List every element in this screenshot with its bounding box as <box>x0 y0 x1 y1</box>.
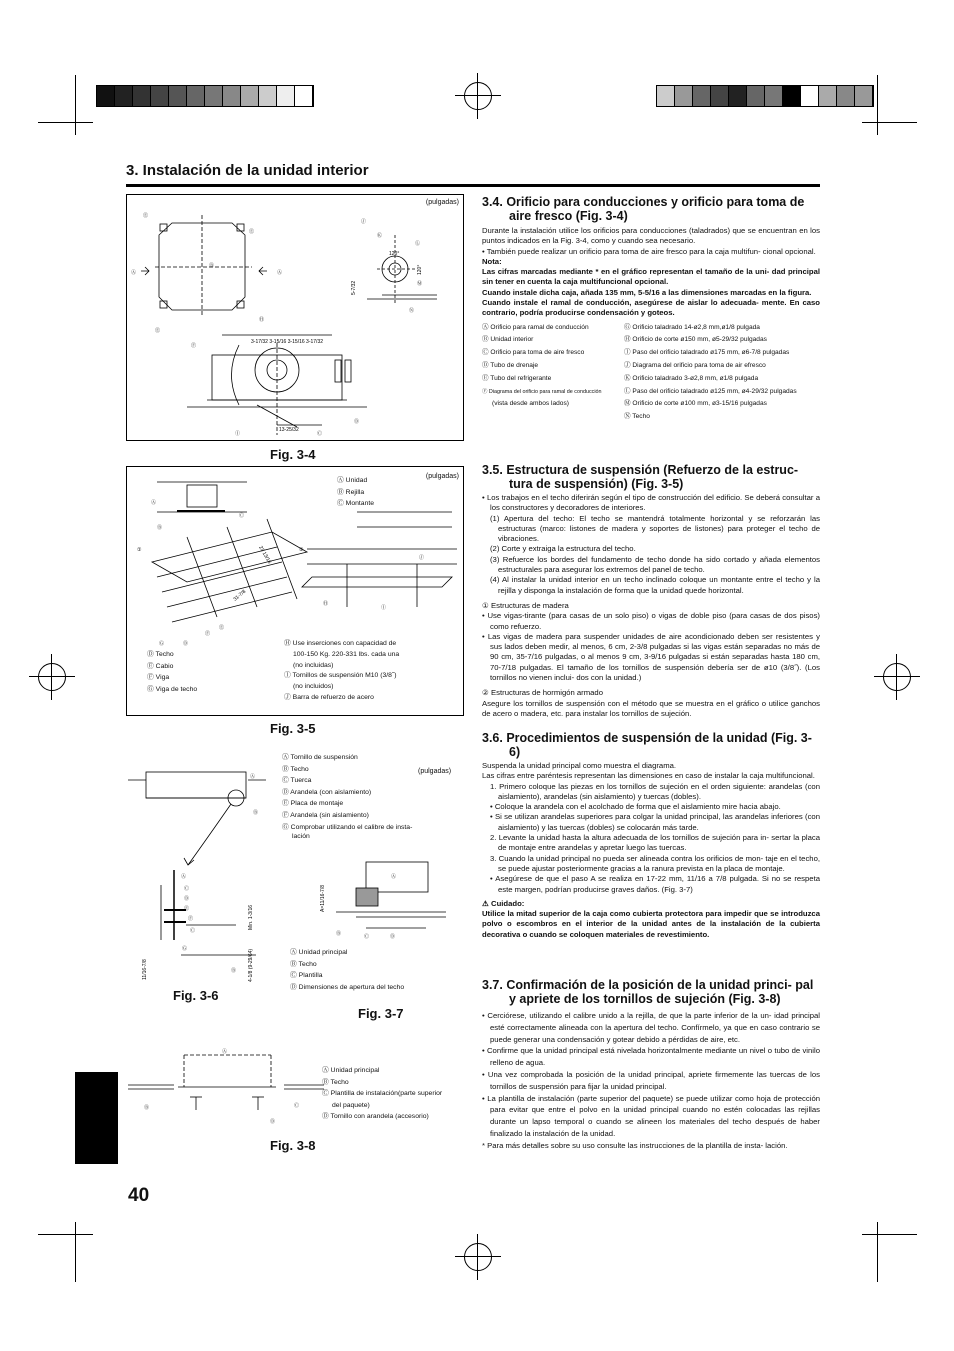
bullet: • También puede realizar un orificio para toma de aire fresco para la caja multifun- cional opcional. <box>482 246 816 256</box>
crop-mark <box>877 1222 878 1282</box>
caution-label-text: Cuidado: <box>491 898 525 908</box>
legend-item: Ⓕ Arandela (sin aislamiento) <box>282 811 369 819</box>
svg-text:Ⓐ: Ⓐ <box>277 270 283 276</box>
svg-text:Ⓐ: Ⓐ <box>181 874 187 880</box>
caution-text: Utilice la mitad superior de la caja como cubierta protectora para impedir que se introduzca polvo o escombros en el interior de la unidad antes de la instalación de la cubierta decorativa o cuando se coloquen materiales de revestimiento. <box>482 909 820 939</box>
svg-text:11/16-7/8: 11/16-7/8 <box>142 959 148 980</box>
svg-text:Ⓕ: Ⓕ <box>188 916 194 922</box>
svg-text:Ⓔ: Ⓔ <box>184 906 190 912</box>
list-item: (3) Refuerce los bordes del fundamento de techo donde ha sido cortado y añada elementos estructurales para asegurar los extremos del panel de techo. <box>490 554 820 575</box>
svg-text:Ⓝ: Ⓝ <box>409 308 415 314</box>
color-swatch <box>675 86 693 106</box>
section-3-4 <box>482 195 820 424</box>
color-swatch <box>133 86 151 106</box>
svg-text:Ⓒ: Ⓒ <box>364 934 370 940</box>
color-calibration-bar-left <box>96 85 314 107</box>
svg-text:Ⓑ: Ⓑ <box>157 525 163 531</box>
svg-text:Ⓓ: Ⓓ <box>183 641 189 647</box>
svg-text:Min. 1-3/16: Min. 1-3/16 <box>248 904 254 930</box>
svg-text:120°: 120° <box>417 264 423 275</box>
legend-item: Ⓒ Tuerca <box>282 777 312 785</box>
svg-text:Ⓙ: Ⓙ <box>361 219 367 225</box>
color-swatch <box>801 86 819 106</box>
bullet: • Coloque la arandela con el acolchado de forma que el aislamiento mire hacia abajo. <box>490 802 781 812</box>
svg-text:Ⓓ: Ⓓ <box>390 934 396 940</box>
legend-item: del paquete) <box>332 1101 370 1109</box>
table-cell: (vista desde ambos lados) <box>492 400 569 408</box>
list-item: 3. Cuando la unidad principal no pueda ser alineada contra los orificios de mon- taje en el techo, se puede ajustar posteriormente gracias a la ranura prevista en la placa de montaje. <box>490 853 820 873</box>
legend-item: 100-150 Kg. 220-331 lbs. cada una <box>293 650 400 658</box>
svg-text:5-7/32: 5-7/32 <box>351 280 357 295</box>
fig-3-5-legend-top <box>337 475 374 510</box>
bullet: • Confirme que la unidad principal está nivelada horizontalmente mediante un nivel o tubo de vinilo relleno de agua. <box>482 1046 820 1068</box>
color-swatch <box>295 86 313 106</box>
legend-item: Ⓗ Use inserciones con capacidad de <box>284 640 397 647</box>
table-cell: Ⓔ Tubo del refrigerante <box>482 374 552 382</box>
svg-text:Ⓘ: Ⓘ <box>381 605 387 611</box>
svg-text:Ⓕ: Ⓕ <box>191 343 197 349</box>
page-number: 40 <box>128 1185 150 1206</box>
caution-label <box>482 899 820 909</box>
bullet: • La plantilla de instalación (parte superior del paquete) se puede utilizar como hoja de protección para evitar que entre el polvo en la unidad principal cuando no estén colocadas las rejillas durante un lapso temporal o cuando se alineen los materiales del techo después de haber finalizado la instalación de la unidad. <box>482 1093 820 1138</box>
svg-text:Ⓔ: Ⓔ <box>249 229 255 235</box>
fig-3-5-legend-bottom-right <box>284 639 399 704</box>
color-calibration-bar-right <box>656 85 874 107</box>
table-cell: Ⓚ Orificio taladrado 3-ø2,8 mm, ø1/8 pulgada <box>624 374 759 382</box>
legend-item: Ⓐ Tornillo de suspensión <box>282 754 358 761</box>
legend-item: Ⓑ Techo <box>282 765 309 773</box>
svg-text:Ⓑ: Ⓑ <box>253 810 259 816</box>
units-label: (pulgadas) <box>425 199 459 206</box>
registration-mark <box>464 82 492 110</box>
color-swatch <box>765 86 783 106</box>
color-swatch <box>819 86 837 106</box>
footnote: * Para más detalles sobre su uso consulte las instrucciones de la plantilla de insta- lación. <box>482 1140 788 1150</box>
subheading: ② Estructuras de hormigón armado <box>482 688 603 698</box>
svg-text:Ⓔ: Ⓔ <box>143 213 149 219</box>
svg-text:3-17/32 3-15/16 3-15/16 3-17/3: 3-17/32 3-15/16 3-15/16 3-17/32 <box>251 339 323 345</box>
fig-3-7-label: Fig. 3-7 <box>358 1006 404 1021</box>
legend-item: Ⓔ Cabio <box>147 662 174 670</box>
svg-text:Ⓘ: Ⓘ <box>235 431 241 437</box>
list-item: 2. Levante la unidad hasta la altura adecuada de los tornillos de sujeción para in- sertar la placa de montaje entre arandelas y apretar luego las tuercas. <box>490 833 820 853</box>
color-swatch <box>711 86 729 106</box>
fig-3-4-label: Fig. 3-4 <box>270 447 316 462</box>
color-swatch <box>97 86 115 106</box>
svg-text:Ⓑ: Ⓑ <box>336 931 342 937</box>
legend-item: Ⓐ Unidad <box>337 477 368 484</box>
svg-text:Ⓒ: Ⓒ <box>239 513 245 519</box>
bullet: • Asegúrese de que el paso A se realiza en 17-22 mm, 11/16 a 7/8 pulgada. Si no se respeta este margen, podrían producirse graves daños. (Fig. 3-7) <box>490 874 820 894</box>
fig-3-8-legend <box>322 1065 442 1123</box>
svg-text:Ⓛ: Ⓛ <box>415 241 421 247</box>
svg-text:23 13/16: 23 13/16 <box>257 545 273 565</box>
svg-text:Ⓑ: Ⓑ <box>144 1105 150 1111</box>
heading-3-5: 3.5. Estructura de suspensión (Refuerzo de la estruc- tura de suspensión) (Fig. 3-5) <box>482 463 799 491</box>
svg-text:Ⓒ: Ⓒ <box>184 886 190 892</box>
paragraph: Durante la instalación utilice los orificios para conducciones (taladrados) que se encuentran en los puntos indicados en la Fig. 3-4, como y cuando sea necesario. <box>482 226 820 246</box>
svg-text:Ⓕ: Ⓕ <box>205 631 211 637</box>
svg-text:120°: 120° <box>389 251 400 257</box>
bullet: • Una vez comprobada la posición de la unidad principal, apriete firmemente las tuercas de los tornillos de suspensión para fijar la unidad principal. <box>482 1069 820 1091</box>
figure-3-5 <box>126 466 464 716</box>
fig-3-8-drawing <box>126 1045 326 1135</box>
color-swatch <box>259 86 277 106</box>
svg-text:Ⓓ: Ⓓ <box>184 896 190 902</box>
crop-mark <box>877 75 878 135</box>
heading-3-6: 3.6. Procedimientos de suspensión de la unidad (Fig. 3-6) <box>482 731 812 759</box>
title-rule <box>126 184 820 187</box>
bullet: • Las vigas de madera para suspender unidades de aire acondicionado deben ser resistentes y sus lados deben medir, al menos, 6 cm, 2-3/8 pulgadas si las vigas están separadas no más de 90 cm, 35-7/16 pulgadas, o al menos 9 cm, 3-9/16 pulgadas si están separadas hasta 180 cm, 70-7/18 pulgadas. El tamaño de los tornillos de suspensión debería ser de ø10 (3/8˝). (Los tornillos no vienen inclui- dos con la unidad.) <box>482 631 820 683</box>
list-item: 1. Primero coloque las piezas en los tornillos de sujeción en el orden siguiente: arandelas (con aislamiento), arandelas (sin aislamiento) y tuercas (dobles). <box>490 781 820 801</box>
bullet: • Use vigas-tirante (para casas de un solo piso) o vigas de doble piso (para casas de dos pisos) como refuerzo. <box>482 611 820 631</box>
color-swatch <box>241 86 259 106</box>
color-swatch <box>115 86 133 106</box>
svg-text:Ⓖ: Ⓖ <box>182 946 188 952</box>
legend-item: Ⓐ Unidad principal <box>322 1067 380 1074</box>
svg-text:Ⓗ: Ⓗ <box>323 601 329 607</box>
color-swatch <box>151 86 169 106</box>
crop-mark <box>75 75 76 135</box>
fig-3-4-drawing <box>127 195 463 440</box>
legend-item: Ⓙ Barra de refuerzo de acero <box>284 693 374 701</box>
fig-3-7-legend <box>290 947 404 993</box>
list-item: (1) Apertura del techo: El techo se mantendrá totalmente horizontal y se reforzarán las estructuras (marco: listones de madera y soportes de listones) para proteger el techo de vibraciones. <box>490 513 820 544</box>
color-swatch <box>169 86 187 106</box>
svg-text:Ⓖ: Ⓖ <box>159 641 165 647</box>
warning-icon: ⚠ <box>482 898 489 908</box>
table-cell: Ⓙ Diagrama del orificio para toma de air efresco <box>624 362 766 370</box>
table-cell: Ⓑ Unidad interior <box>482 336 534 344</box>
crop-mark <box>862 1234 917 1235</box>
svg-text:Ⓐ: Ⓐ <box>222 1049 228 1055</box>
legend-item: Ⓐ Unidad principal <box>290 949 348 956</box>
legend-item: Ⓖ Viga de techo <box>147 685 198 693</box>
svg-text:Ⓙ: Ⓙ <box>419 555 425 561</box>
chapter-tab <box>75 1072 118 1164</box>
color-swatch <box>187 86 205 106</box>
bullet: • Los trabajos en el techo diferirán según el tipo de construcción del edificio. Se deberá consultar a los constructores y decoradores de interiores. <box>482 493 820 513</box>
color-swatch <box>729 86 747 106</box>
color-swatch <box>855 86 873 106</box>
crop-mark <box>75 1222 76 1282</box>
fig-3-6-label: Fig. 3-6 <box>173 988 219 1003</box>
table-cell: Ⓕ Diagrama del orificio para ramal de conducción <box>482 388 602 395</box>
registration-mark <box>883 663 911 691</box>
svg-text:Ⓑ: Ⓑ <box>209 263 215 269</box>
crop-mark <box>862 122 917 123</box>
svg-text:A=11/16-7/8: A=11/16-7/8 <box>320 884 326 912</box>
legend-item: Ⓔ Placa de montaje <box>282 800 344 808</box>
svg-text:②: ② <box>299 547 304 553</box>
units-label: (pulgadas) <box>418 768 452 775</box>
legend-item: Ⓑ Techo <box>322 1078 349 1086</box>
legend-item: Ⓓ Techo <box>147 651 174 658</box>
table-cell: Ⓘ Paso del orificio taladrado ø175 mm, ø6-7/8 pulgadas <box>624 349 790 357</box>
paragraph: Suspenda la unidad principal como muestra el diagrama. <box>482 761 677 770</box>
svg-text:Ⓒ: Ⓒ <box>294 1103 300 1109</box>
note-label: Nota: <box>482 256 502 266</box>
svg-text:Ⓔ: Ⓔ <box>155 328 161 334</box>
svg-text:Ⓐ: Ⓐ <box>391 874 397 880</box>
color-swatch <box>747 86 765 106</box>
legend-item: (no incluidas) <box>293 661 334 669</box>
table-cell: Ⓒ Orificio para toma de aire fresco <box>482 349 585 357</box>
svg-text:Ⓐ: Ⓐ <box>151 500 157 506</box>
table-cell: Ⓛ Paso del orificio taladrado ø125 mm, ø4-29/32 pulgadas <box>624 387 797 395</box>
svg-text:4-1/8 (9-29/64): 4-1/8 (9-29/64) <box>248 948 254 982</box>
figure-3-4 <box>126 194 464 441</box>
note-text: Cuando instale dicha caja, añada 135 mm, 5-5/16 a las dimensiones marcadas en la figura. <box>482 287 812 297</box>
svg-text:13-25/32: 13-25/32 <box>279 427 299 433</box>
table-cell: Ⓜ Orificio de corte ø100 mm, ø3-15/16 pulgadas <box>624 400 767 408</box>
legend-item: Ⓓ Dimensiones de apertura del techo <box>290 983 405 991</box>
legend-item: Ⓒ Plantilla de instalación(parte superior <box>322 1090 443 1098</box>
section-3-7 <box>482 978 820 1152</box>
table-cell: Ⓖ Orificio taladrado 14-ø2,8 mm,ø1/8 pulgada <box>624 323 760 331</box>
section-title: 3. Instalación de la unidad interior <box>126 162 369 179</box>
section-3-6 <box>482 731 820 940</box>
table-cell: Ⓝ Techo <box>624 413 650 421</box>
svg-text:Ⓒ: Ⓒ <box>190 928 196 934</box>
svg-text:Ⓓ: Ⓓ <box>270 1119 276 1125</box>
paragraph: Asegure los tornillos de suspensión con el método que se muestra en el gráfico o utilice ganchos de acero o madera, etc. para instalar los tornillos de sujeción. <box>482 698 820 718</box>
legend-item: lación <box>292 833 310 841</box>
fig-3-8-label: Fig. 3-8 <box>270 1138 316 1153</box>
note-text: Cuando instale el ramal de conducción, asegúrese de aislar lo adecuada- mente. En caso contrario, podría producirse condensación y goteos. <box>482 298 820 318</box>
registration-mark <box>38 663 66 691</box>
svg-text:Ⓐ: Ⓐ <box>250 774 256 780</box>
legend-item: Ⓑ Techo <box>290 960 317 968</box>
section-3-5 <box>482 463 820 719</box>
svg-text:①: ① <box>137 547 142 553</box>
fig-3-5-legend-bottom-left <box>147 649 197 695</box>
color-swatch <box>277 86 295 106</box>
fig-3-5-label: Fig. 3-5 <box>270 721 316 736</box>
svg-text:Ⓒ: Ⓒ <box>317 431 323 437</box>
crop-mark <box>38 122 93 123</box>
svg-text:Ⓔ: Ⓔ <box>219 625 225 631</box>
legend-item: Ⓒ Montante <box>337 500 375 508</box>
table-cell: Ⓐ Orificio para ramal de conducción <box>482 323 589 331</box>
legend-item: Ⓓ Tornillo con arandela (accesorio) <box>322 1113 429 1121</box>
heading-3-7: 3.7. Confirmación de la posición de la unidad princi- pal y apriete de los tornillos de sujeción (Fig. 3-8) <box>482 978 814 1006</box>
svg-text:Ⓜ: Ⓜ <box>417 281 423 287</box>
legend-item: Ⓑ Rejilla <box>337 488 365 496</box>
svg-text:Ⓐ: Ⓐ <box>131 270 137 276</box>
legend-item: (no incluidos) <box>293 683 334 691</box>
legend-item: Ⓕ Viga <box>147 674 170 682</box>
list-item: (4) Al instalar la unidad interior en un techo inclinado coloque un montante entre el techo y la rejilla y disponga la instalación de forma que la unidad quede horizontal. <box>490 575 820 595</box>
color-swatch <box>837 86 855 106</box>
svg-text:Ⓚ: Ⓚ <box>377 233 383 239</box>
legend-table <box>482 322 820 424</box>
paragraph: Las cifras entre paréntesis representan las dimensiones en caso de instalar la caja multifuncional. <box>482 771 815 781</box>
svg-text:Ⓑ: Ⓑ <box>231 968 237 974</box>
table-cell: Ⓗ Orificio de corte ø150 mm, ø5-29/32 pulgadas <box>624 336 767 344</box>
fig-3-6-legend <box>282 752 412 841</box>
svg-text:Ⓓ: Ⓓ <box>354 419 360 425</box>
subheading: ① Estructuras de madera <box>482 600 569 610</box>
note-text: Las cifras marcadas mediante * en el gráfico representan el tamaño de la uni- dad principal sin tener en cuenta la caja multifuncional opcional. <box>482 267 820 287</box>
bullet: • Si se utilizan arandelas superiores para colgar la unidad principal, las arandelas inferiores (con aislamiento) y las tuercas (dobles) se colocarán más tarde. <box>490 812 820 832</box>
legend-item: Ⓘ Tornillos de suspensión M10 (3/8˝) <box>284 672 397 680</box>
table-cell <box>482 411 624 424</box>
bullet: • Cerciórese, utilizando el calibre unido a la rejilla, de que la parte inferior de la un- idad principal esté correctamente alineada con la apertura del techo. Confírmelo, ya que en caso contrario se puede generar una condensación y gotear debido a pérdidas de aire, etc. <box>482 1011 820 1044</box>
units-label: (pulgadas) <box>425 473 459 480</box>
color-swatch <box>693 86 711 106</box>
table-cell: Ⓓ Tubo de drenaje <box>482 362 539 370</box>
svg-text:31-7/8: 31-7/8 <box>232 588 248 603</box>
heading-3-4: 3.4. Orificio para conducciones y orificio para toma de aire fresco (Fig. 3-4) <box>482 195 805 223</box>
legend-item: Ⓖ Comprobar utilizando el calibre de insta- <box>282 823 413 831</box>
svg-text:Ⓗ: Ⓗ <box>259 317 265 323</box>
color-swatch <box>205 86 223 106</box>
registration-mark <box>464 1243 492 1271</box>
color-swatch <box>657 86 675 106</box>
legend-item: Ⓓ Arandela (con aislamiento) <box>282 788 372 796</box>
crop-mark <box>38 1234 93 1235</box>
color-swatch <box>223 86 241 106</box>
legend-item: Ⓒ Plantilla <box>290 972 323 980</box>
color-swatch <box>783 86 801 106</box>
list-item: (2) Corte y extraiga la estructura del techo. <box>490 544 636 554</box>
